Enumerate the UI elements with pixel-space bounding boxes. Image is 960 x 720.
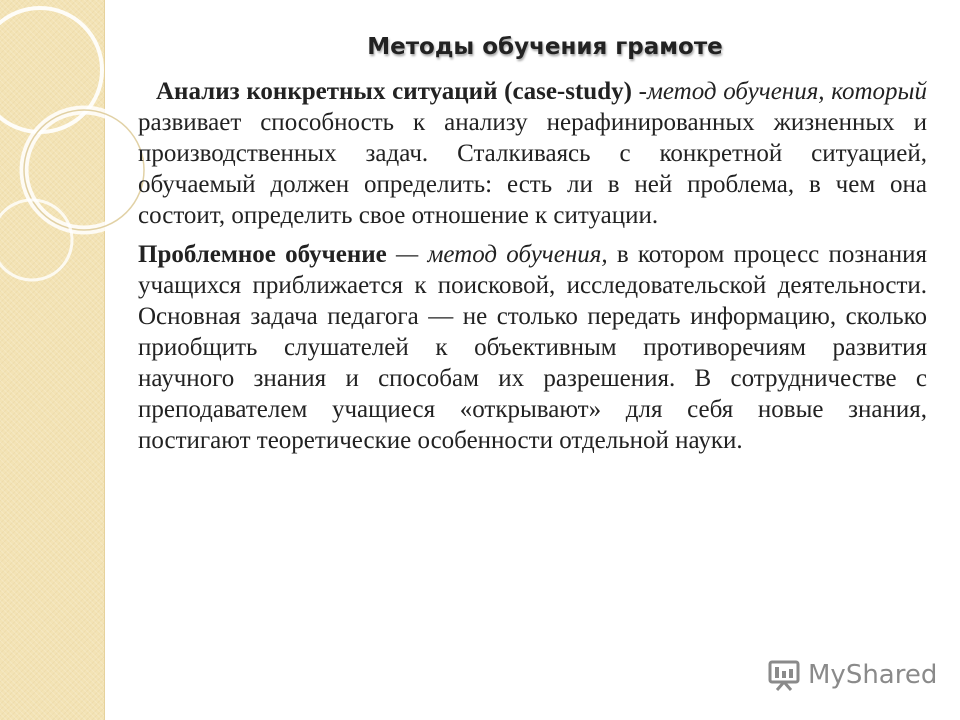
paragraph-case-study (138, 76, 927, 231)
text-problem-learning: в котором процесс познания учащихся приближается к поисковой, исследовательской деятельности. Основная задача педагога — не столько передать информацию, сколько приобщить слушателей к объективным противоречиям развития научного знания и способам их разрешения. В сотрудничестве с преподавателем учащиеся «открывают» для себя новые знания, постигают теоретические особенности отдельной науки. (138, 241, 927, 454)
slide-body (138, 76, 927, 456)
term-case-study: Анализ конкретных ситуаций (case-study) (156, 78, 632, 105)
definition-problem-learning: — метод обучения, (386, 241, 608, 268)
logo-text: MyShared (808, 660, 938, 690)
slide-title: Методы обучения грамоте (367, 34, 723, 60)
myshared-logo[interactable] (766, 655, 937, 695)
deco-circle-mid-outline (24, 110, 144, 230)
presentation-board-icon (766, 657, 802, 693)
definition-case-study: -метод обучения, который (631, 78, 927, 105)
term-problem-learning: Проблемное обучение (138, 241, 387, 268)
text-case-study: развивает способность к анализу нерафинированных жизненных и производственных задач. Сталкиваясь с конкретной ситуацией, обучаемый должен определить: есть ли в ней проблема, в чем она состоит, определить свое отношение к ситуации. (138, 109, 927, 229)
paragraph-problem-learning (138, 239, 927, 456)
